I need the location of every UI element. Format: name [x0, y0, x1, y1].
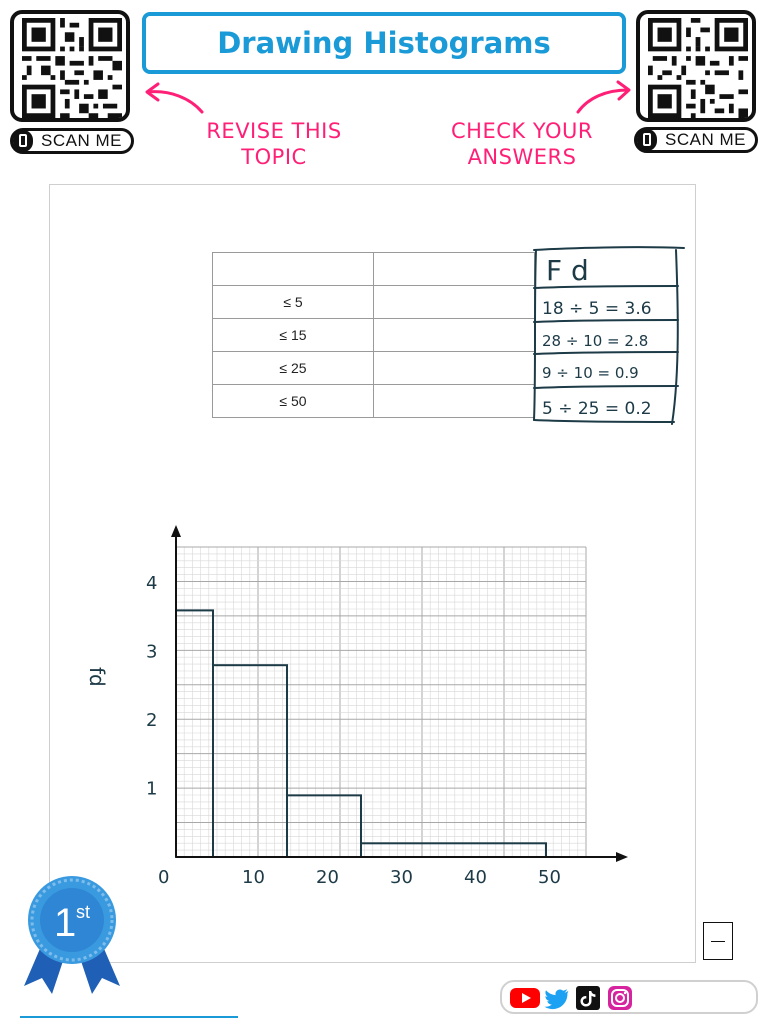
- tiktok-icon[interactable]: [576, 986, 600, 1010]
- chart-ticks: [146, 573, 561, 888]
- fd-header: F d: [546, 254, 589, 287]
- page-title-box: [142, 12, 626, 74]
- phone-icon: [13, 130, 33, 152]
- chart-bars: [176, 610, 546, 857]
- y-axis-arrow-icon: [171, 525, 181, 537]
- x-tick-label: 40: [464, 867, 487, 888]
- revise-line-1: REVISE THIS: [206, 119, 342, 143]
- fd-value: 9 ÷ 10 = 0.9: [542, 364, 639, 382]
- x-tick-label: 30: [390, 867, 413, 888]
- qr-code-icon: [20, 18, 124, 118]
- y-tick-label: 4: [146, 573, 158, 594]
- scan-me-label: SCAN ME: [665, 130, 746, 149]
- twitter-icon[interactable]: [544, 986, 570, 1010]
- table-cell-value: [374, 319, 535, 352]
- revise-line-2: TOPIC: [241, 145, 307, 169]
- page-title: Drawing Histograms: [217, 26, 551, 60]
- table-cell-value: [374, 286, 535, 319]
- table-cell-value: [374, 385, 535, 418]
- chart-grid: [176, 547, 586, 857]
- table-cell-upper: ≤ 15: [213, 319, 374, 352]
- qr-code-answers[interactable]: [636, 10, 756, 122]
- table-row: [213, 352, 535, 385]
- arrow-left-icon: [140, 78, 210, 118]
- handwritten-fd-column: [528, 242, 692, 432]
- table-cell-upper: ≤ 5: [213, 286, 374, 319]
- minimize-button[interactable]: [703, 922, 733, 960]
- minus-icon: [711, 941, 725, 942]
- frequency-table: [212, 252, 535, 418]
- x-tick-label: 20: [316, 867, 339, 888]
- table-cell-value: [374, 352, 535, 385]
- youtube-icon[interactable]: [510, 987, 540, 1009]
- histogram-bar: [176, 610, 213, 857]
- badge-suffix: st: [76, 902, 91, 922]
- table-row: [213, 253, 535, 286]
- badge-number: 1: [54, 901, 77, 945]
- check-answers-link[interactable]: [434, 118, 610, 170]
- chart-axes: [171, 525, 628, 862]
- check-line-1: CHECK YOUR: [450, 119, 593, 143]
- instagram-icon[interactable]: [608, 986, 632, 1010]
- y-tick-label: 1: [146, 778, 158, 800]
- histogram-bar: [287, 795, 361, 857]
- y-tick-label: 3: [146, 641, 158, 663]
- x-tick-label: 10: [242, 867, 265, 888]
- x-axis-arrow-icon: [616, 852, 628, 862]
- y-axis-label: fd: [85, 667, 109, 687]
- revise-topic-link[interactable]: [186, 118, 362, 170]
- x-tick-label: 50: [538, 867, 561, 888]
- scan-me-button-right[interactable]: [634, 127, 758, 153]
- x-tick-label: 0: [158, 867, 170, 888]
- table-cell-upper: ≤ 50: [213, 385, 374, 418]
- footer-link-underline: [20, 1016, 238, 1018]
- fd-value: 5 ÷ 25 = 0.2: [542, 399, 652, 419]
- arrow-right-icon: [572, 78, 638, 118]
- table-row: [213, 319, 535, 352]
- first-place-badge-icon: [20, 874, 124, 996]
- qr-code-revise[interactable]: [10, 10, 130, 122]
- table-row: [213, 385, 535, 418]
- table-row: [213, 286, 535, 319]
- y-tick-label: 2: [146, 710, 158, 731]
- fd-value: 18 ÷ 5 = 3.6: [542, 299, 652, 319]
- scan-me-button-left[interactable]: [10, 128, 134, 154]
- table-cell-value: [374, 253, 535, 286]
- qr-code-icon: [646, 18, 750, 118]
- scan-me-label: SCAN ME: [41, 131, 122, 150]
- fd-value: 28 ÷ 10 = 2.8: [542, 332, 649, 350]
- table-cell-upper: ≤ 25: [213, 352, 374, 385]
- histogram-chart: [60, 520, 630, 890]
- check-line-2: ANSWERS: [467, 145, 577, 169]
- table-cell-upper: [213, 253, 374, 286]
- phone-icon: [637, 129, 657, 151]
- social-links-bar: [500, 980, 758, 1014]
